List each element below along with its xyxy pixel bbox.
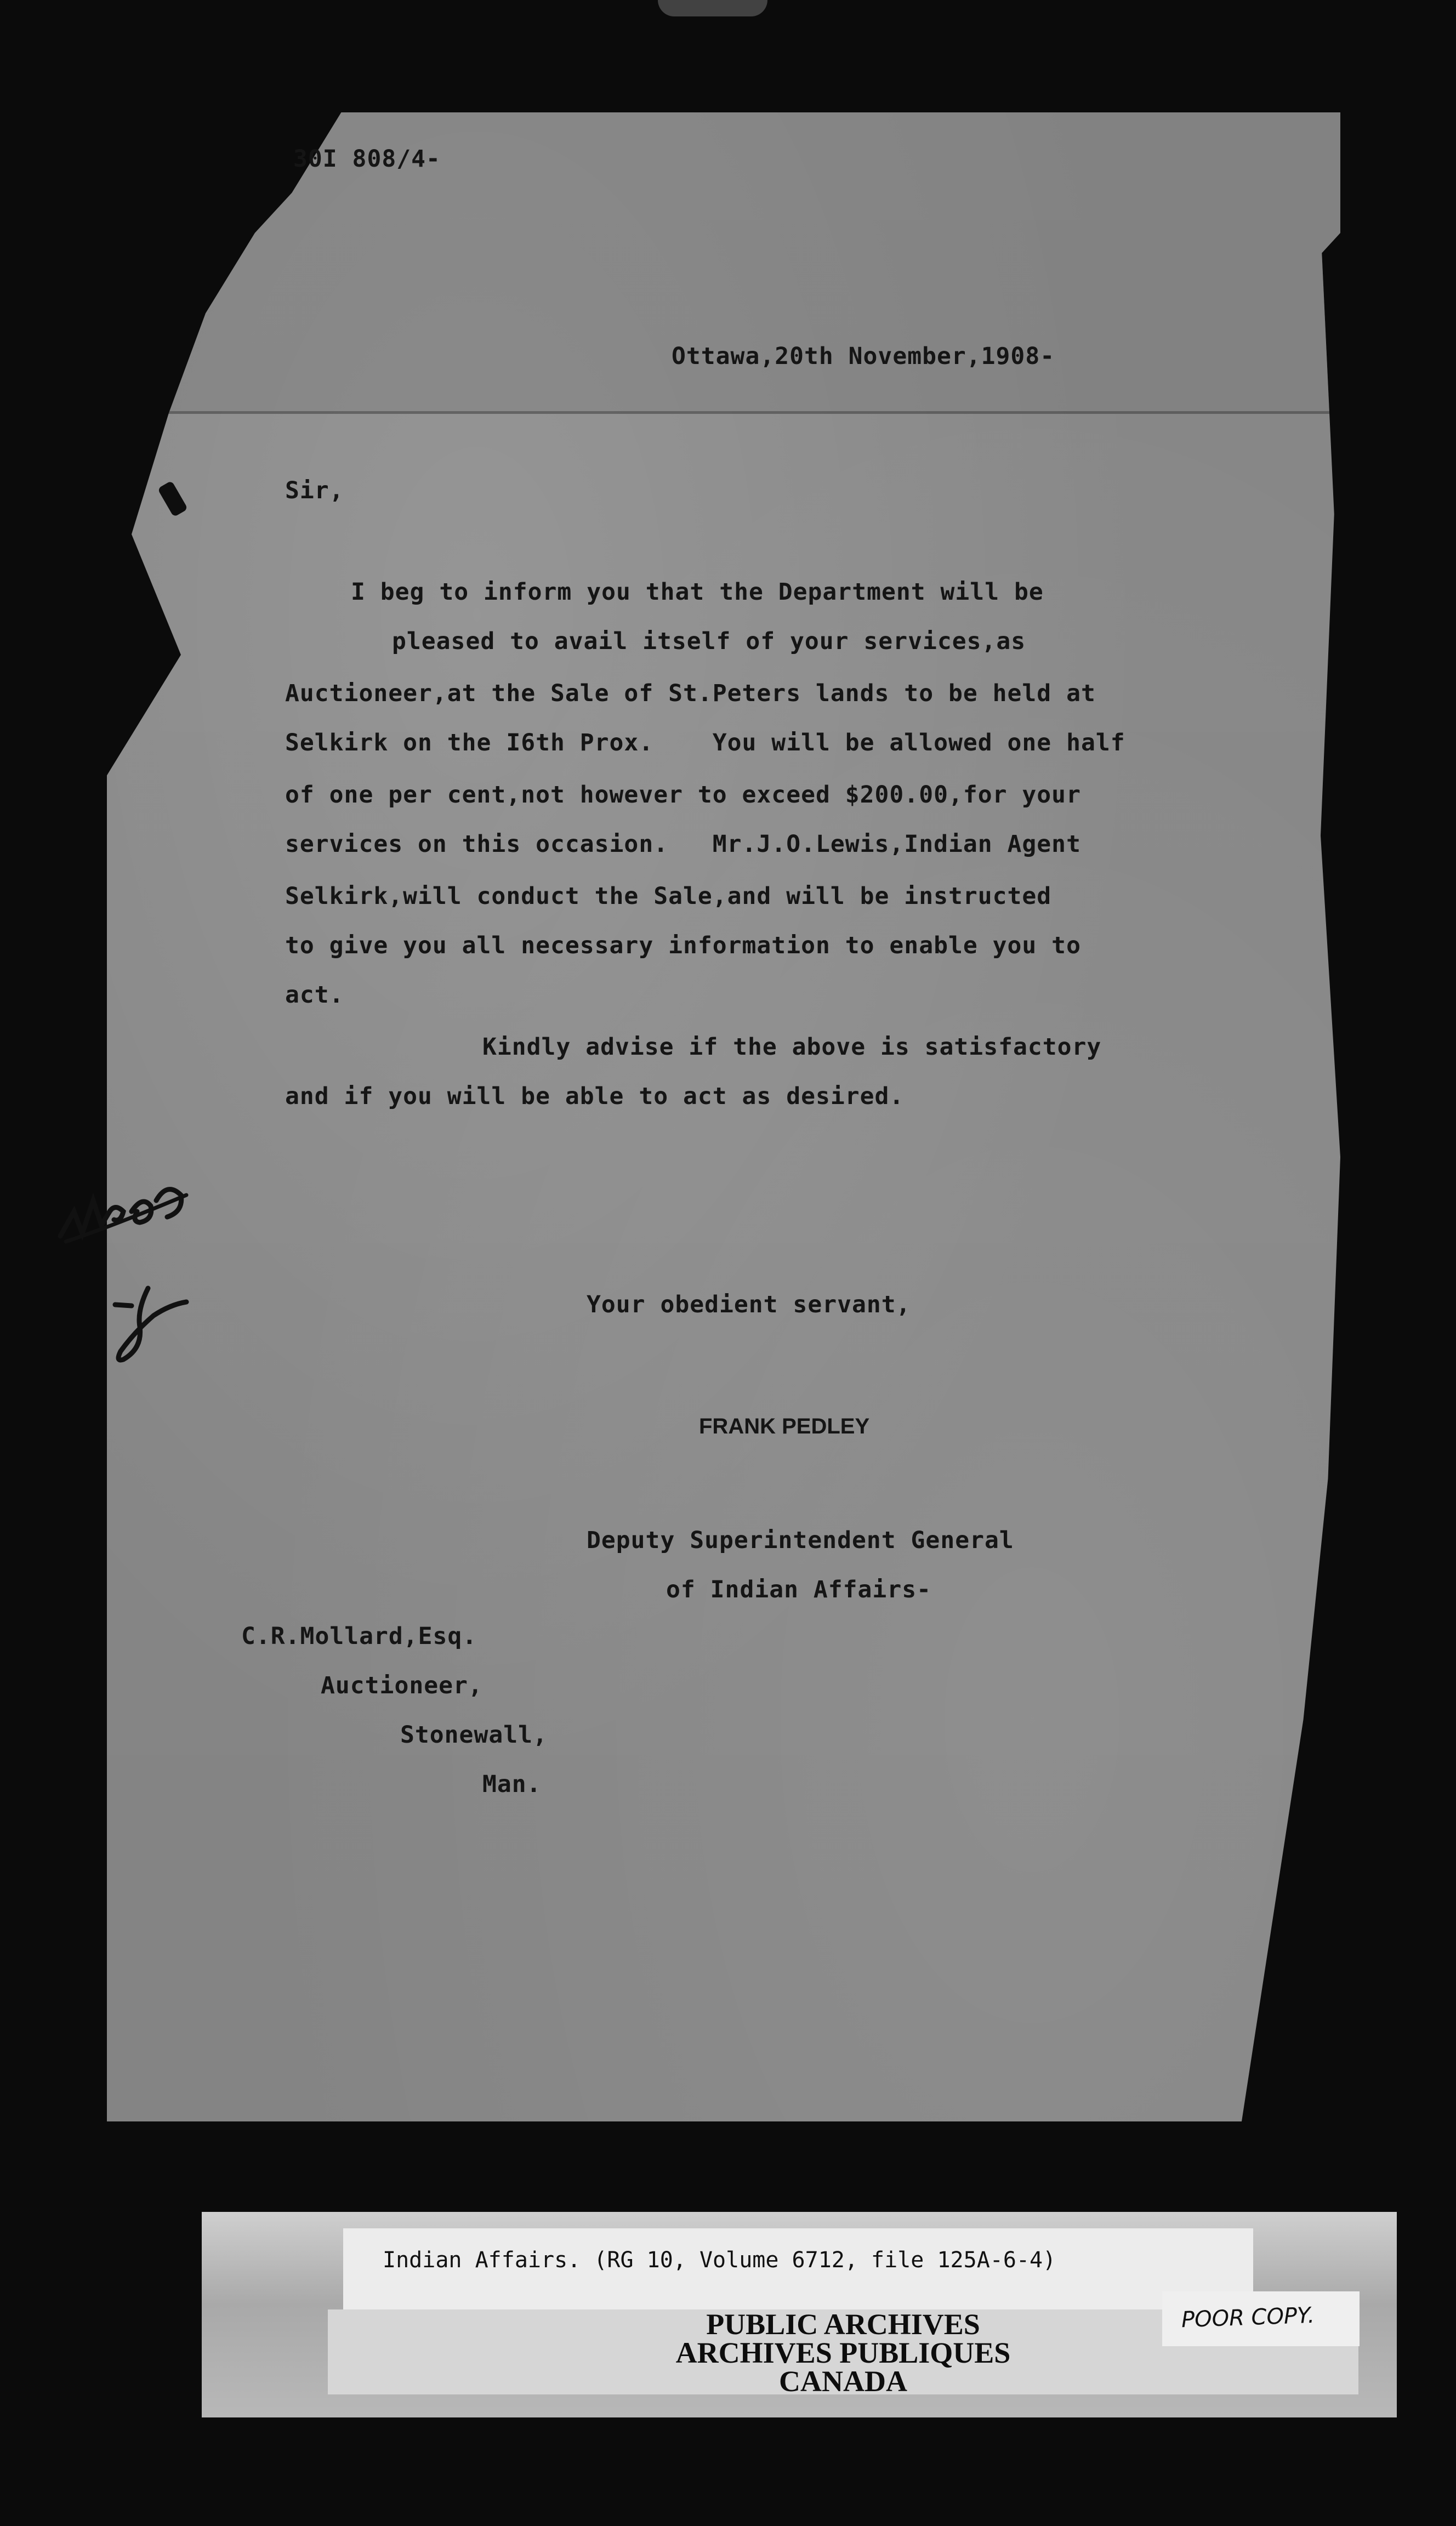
signer-title: of Indian Affairs- bbox=[666, 1576, 931, 1603]
reference-text: Indian Affairs. (RG 10, Volume 6712, file 125A-6-4) bbox=[383, 2248, 1056, 2273]
body-line: of one per cent,not however to exceed $200.00,for your bbox=[285, 781, 1081, 809]
address-line: Man. bbox=[482, 1771, 542, 1798]
body-line: and if you will be able to act as desired. bbox=[285, 1083, 905, 1110]
archives-line-fr: ARCHIVES PUBLIQUES bbox=[675, 2336, 1011, 2369]
body-line: services on this occasion. Mr.J.O.Lewis,Indian Agent bbox=[285, 830, 1081, 858]
body-line: Kindly advise if the above is satisfactory bbox=[482, 1033, 1102, 1061]
archives-line-en: PUBLIC ARCHIVES bbox=[706, 2308, 980, 2341]
poor-copy-note: POOR COPY. bbox=[1181, 2302, 1315, 2333]
address-line: C.R.Mollard,Esq. bbox=[241, 1623, 477, 1650]
address-line: Stonewall, bbox=[400, 1721, 548, 1749]
closing: Your obedient servant, bbox=[587, 1291, 911, 1318]
body-line: Selkirk on the I6th Prox. You will be allowed one half bbox=[285, 729, 1125, 756]
body-line: to give you all necessary information to enable you to bbox=[285, 932, 1081, 959]
address-line: Auctioneer, bbox=[321, 1672, 483, 1699]
dateline: Ottawa,20th November,1908- bbox=[672, 343, 1055, 370]
body-line: Auctioneer,at the Sale of St.Peters lands to be held at bbox=[285, 680, 1096, 707]
letter-page bbox=[107, 112, 1340, 2121]
signature-stamp: FRANK PEDLEY bbox=[699, 1414, 870, 1438]
film-smudge bbox=[658, 0, 767, 16]
fold-line bbox=[107, 411, 1340, 414]
file-reference: 30I 808/4- bbox=[293, 145, 441, 173]
body-line: pleased to avail itself of your services,as bbox=[392, 628, 1026, 655]
handwritten-initials bbox=[49, 1129, 236, 1370]
archives-line-country: CANADA bbox=[779, 2365, 907, 2398]
signer-title: Deputy Superintendent General bbox=[587, 1527, 1014, 1554]
body-line: act. bbox=[285, 981, 344, 1009]
salutation: Sir, bbox=[285, 477, 344, 504]
body-line: I beg to inform you that the Department will be bbox=[351, 578, 1044, 606]
body-line: Selkirk,will conduct the Sale,and will be instructed bbox=[285, 883, 1052, 910]
